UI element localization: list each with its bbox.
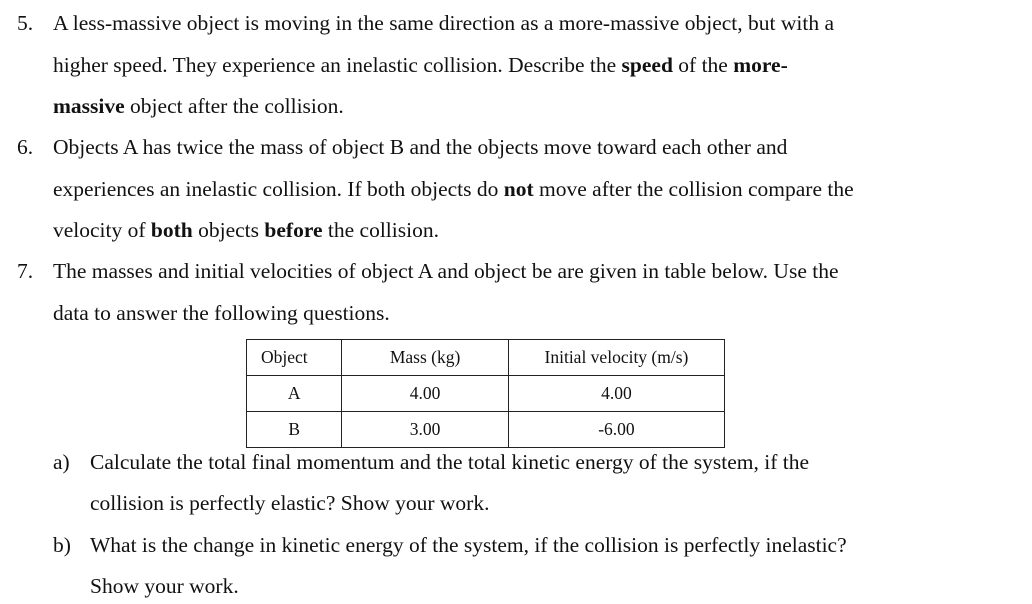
question-line	[90, 450, 809, 475]
emphasis-text: more-	[733, 53, 788, 77]
question-line	[53, 301, 390, 326]
question-line	[53, 53, 788, 78]
emphasis-text: massive	[53, 94, 125, 118]
question-text: The masses and initial velocities of object A and object be are given in table below. Use the	[53, 259, 839, 283]
question-text: data to answer the following questions.	[53, 301, 390, 325]
question-line	[53, 177, 854, 202]
question-text: collision is perfectly elastic? Show your work.	[90, 491, 490, 515]
table-header-cell: Object	[247, 340, 342, 376]
table-row	[247, 376, 725, 412]
table-header-row	[247, 340, 725, 376]
table-cell: 3.00	[342, 412, 509, 448]
emphasis-text: both	[150, 218, 193, 242]
question-number: 7.	[17, 259, 34, 283]
table-cell: -6.00	[508, 412, 724, 448]
emphasis-text: speed	[621, 53, 673, 77]
question-line	[53, 259, 839, 284]
question-text: Calculate the total final momentum and the total kinetic energy of the system, if the	[90, 450, 810, 474]
question-text: experiences an inelastic collision. If both objects do	[53, 177, 504, 201]
question-number: 6.	[17, 135, 34, 159]
question-line	[53, 11, 834, 36]
question-text: move after the collision compare the	[533, 177, 854, 201]
data-table	[246, 339, 725, 448]
table-cell: 4.00	[342, 376, 509, 412]
question-text: What is the change in kinetic energy of the system, if the collision is perfectly inelastic?	[90, 533, 847, 557]
question-text: Objects A has twice the mass of object B and the objects move toward each other and	[53, 135, 788, 159]
question-line	[90, 574, 239, 599]
table-header-cell: Initial velocity (m/s)	[508, 340, 724, 376]
question-text: object after the collision.	[124, 94, 344, 118]
question-line	[90, 491, 489, 516]
emphasis-text: before	[264, 218, 323, 242]
question-text: Show your work.	[90, 574, 239, 598]
table-header-cell: Mass (kg)	[342, 340, 509, 376]
table-cell: 4.00	[508, 376, 724, 412]
question-line	[90, 533, 847, 558]
question-text: velocity of	[53, 218, 151, 242]
table-cell: B	[247, 412, 342, 448]
question-line	[53, 94, 344, 119]
question-line	[53, 218, 439, 243]
table-cell: A	[247, 376, 342, 412]
question-text: the collision.	[322, 218, 439, 242]
question-text: of the	[672, 53, 734, 77]
subquestion-label: a)	[53, 450, 70, 474]
question-text: A less-massive object is moving in the same direction as a more-massive object, but with a	[53, 11, 834, 35]
question-number: 5.	[17, 11, 34, 35]
subquestion-label: b)	[53, 533, 71, 557]
question-text: objects	[192, 218, 265, 242]
table-row	[247, 412, 725, 448]
question-line	[53, 135, 787, 160]
question-text: higher speed. They experience an inelastic collision. Describe the	[53, 53, 622, 77]
emphasis-text: not	[503, 177, 534, 201]
